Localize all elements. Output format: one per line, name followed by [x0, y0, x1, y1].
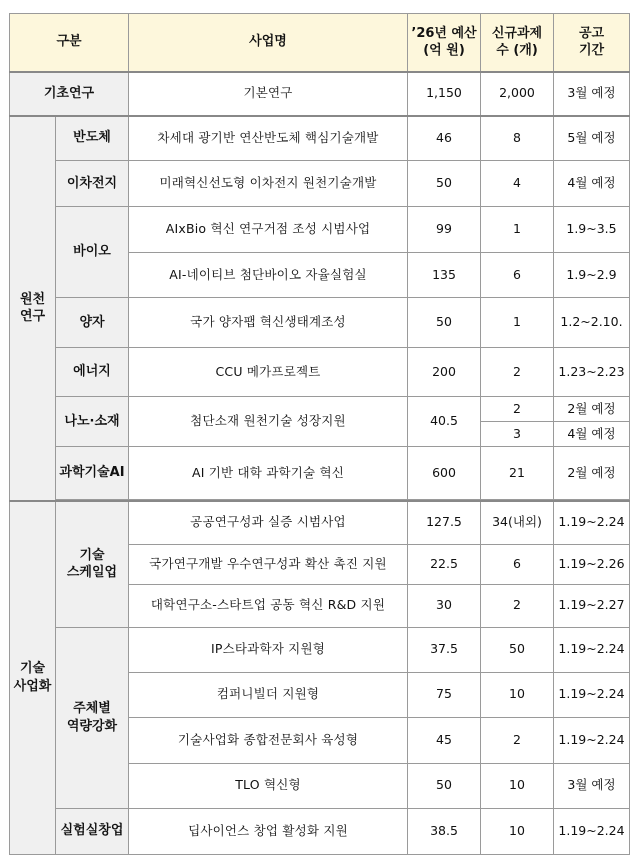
budget-cell: 46 [408, 116, 481, 161]
program-name: AI 기반 대학 과학기술 혁신 [129, 447, 408, 500]
program-name: 국가연구개발 우수연구성과 확산 촉진 지원 [129, 544, 408, 584]
header-notice-period [554, 14, 630, 72]
new-tasks-cell: 1 [481, 207, 554, 253]
program-name: AIxBio 혁신 연구거점 조성 시범사업 [129, 207, 408, 253]
program-name: 딥사이언스 창업 활성화 지원 [129, 808, 408, 854]
program-name: AI-네이티브 첨단바이오 자율실험실 [129, 253, 408, 298]
budget-cell: 40.5 [408, 397, 481, 447]
category-basic: 기초연구 [10, 72, 129, 116]
header-row [10, 14, 630, 72]
subcategory-capacity-line2: 역량강화 [66, 718, 118, 734]
subcategory-energy: 에너지 [56, 348, 129, 397]
header-notice-line1: 공고 [578, 25, 605, 41]
period-cell: 2월 예정 [554, 447, 630, 500]
budget-cell: 135 [408, 253, 481, 298]
new-tasks-cell: 1 [481, 298, 554, 348]
table-row [10, 447, 630, 500]
table-row [10, 207, 630, 253]
period-cell: 1.19~2.27 [554, 584, 630, 627]
budget-cell: 50 [408, 298, 481, 348]
table-row [10, 72, 630, 116]
table-row [10, 116, 630, 161]
budget-cell: 1,150 [408, 72, 481, 116]
budget-cell: 22.5 [408, 544, 481, 584]
new-tasks-cell: 10 [481, 672, 554, 717]
new-tasks-cell: 10 [481, 763, 554, 808]
category-commercial-line1: 기술 [19, 661, 46, 677]
header-budget [408, 14, 481, 72]
program-name: 차세대 광기반 연산반도체 핵심기술개발 [129, 116, 408, 161]
program-name: IP스타과학자 지원형 [129, 627, 408, 672]
budget-cell: 600 [408, 447, 481, 500]
category-commercial-line2: 사업화 [13, 678, 52, 694]
table-row [10, 808, 630, 854]
program-name: 기술사업화 종합전문회사 육성형 [129, 717, 408, 763]
period-cell: 1.19~2.24 [554, 627, 630, 672]
program-name: 첨단소재 원천기술 성장지원 [129, 397, 408, 447]
header-new-tasks [481, 14, 554, 72]
budget-cell: 99 [408, 207, 481, 253]
new-tasks-cell: 8 [481, 116, 554, 161]
period-cell: 1.19~2.24 [554, 808, 630, 854]
category-commercialization [10, 501, 56, 854]
subcategory-capacity [56, 627, 129, 808]
table-row [10, 348, 630, 397]
subcategory-lab-startup: 실험실창업 [56, 808, 129, 854]
program-name: TLO 혁신형 [129, 763, 408, 808]
budget-cell: 50 [408, 161, 481, 207]
subcategory-capacity-line1: 주체별 [73, 700, 111, 716]
table-row [10, 397, 630, 422]
period-cell: 1.19~2.26 [554, 544, 630, 584]
header-new-tasks-line2: 수 (개) [496, 43, 538, 59]
program-name: CCU 메가프로젝트 [129, 348, 408, 397]
new-tasks-cell: 2 [481, 584, 554, 627]
new-tasks-cell: 2 [481, 717, 554, 763]
period-cell: 1.19~2.24 [554, 672, 630, 717]
period-cell: 4월 예정 [554, 422, 630, 447]
budget-cell: 200 [408, 348, 481, 397]
subcategory-semiconductor: 반도체 [56, 116, 129, 161]
period-cell: 1.19~2.24 [554, 501, 630, 544]
header-program: 사업명 [129, 14, 408, 72]
new-tasks-cell: 2 [481, 397, 554, 422]
new-tasks-cell: 2 [481, 348, 554, 397]
program-table [9, 13, 630, 855]
new-tasks-cell: 6 [481, 544, 554, 584]
period-cell: 3월 예정 [554, 72, 630, 116]
budget-cell: 30 [408, 584, 481, 627]
new-tasks-cell: 4 [481, 161, 554, 207]
subcategory-scaleup-line1: 기술 [79, 547, 105, 563]
category-source-research [10, 116, 56, 502]
category-source-line2: 연구 [19, 309, 46, 325]
budget-cell: 75 [408, 672, 481, 717]
header-category: 구분 [10, 14, 129, 72]
new-tasks-cell: 2,000 [481, 72, 554, 116]
program-name: 국가 양자팹 혁신생태계조성 [129, 298, 408, 348]
subcategory-scaleup [56, 501, 129, 627]
period-cell: 2월 예정 [554, 397, 630, 422]
budget-cell: 37.5 [408, 627, 481, 672]
new-tasks-cell: 50 [481, 627, 554, 672]
subcategory-battery: 이차전지 [56, 161, 129, 207]
table-row [10, 627, 630, 672]
period-cell: 3월 예정 [554, 763, 630, 808]
header-budget-line2: (억 원) [423, 43, 465, 59]
program-name: 대학연구소-스타트업 공동 혁신 R&D 지원 [129, 584, 408, 627]
subcategory-nano-material: 나노·소재 [56, 397, 129, 447]
budget-cell: 50 [408, 763, 481, 808]
header-budget-line1: ’26년 예산 [411, 25, 477, 41]
table-row [10, 161, 630, 207]
header-notice-line2: 기간 [578, 43, 605, 59]
table-row [10, 501, 630, 544]
period-cell: 1.2~2.10. [554, 298, 630, 348]
budget-cell: 127.5 [408, 501, 481, 544]
budget-cell: 45 [408, 717, 481, 763]
program-name: 공공연구성과 실증 시범사업 [129, 501, 408, 544]
period-cell: 1.9~2.9 [554, 253, 630, 298]
table-row [10, 298, 630, 348]
new-tasks-cell: 3 [481, 422, 554, 447]
program-name: 미래혁신선도형 이차전지 원천기술개발 [129, 161, 408, 207]
subcategory-quantum: 양자 [56, 298, 129, 348]
period-cell: 5월 예정 [554, 116, 630, 161]
period-cell: 1.9~3.5 [554, 207, 630, 253]
header-new-tasks-line1: 신규과제 [491, 25, 543, 41]
program-name: 컴퍼니빌더 지원형 [129, 672, 408, 717]
new-tasks-cell: 21 [481, 447, 554, 500]
period-cell: 1.19~2.24 [554, 717, 630, 763]
category-source-line1: 원천 [19, 291, 46, 307]
new-tasks-cell: 10 [481, 808, 554, 854]
budget-cell: 38.5 [408, 808, 481, 854]
period-cell: 4월 예정 [554, 161, 630, 207]
subcategory-scaleup-line2: 스케일업 [66, 565, 118, 581]
period-cell: 1.23~2.23 [554, 348, 630, 397]
subcategory-bio: 바이오 [56, 207, 129, 298]
subcategory-science-ai: 과학기술AI [56, 447, 129, 500]
program-name: 기본연구 [129, 72, 408, 116]
new-tasks-cell: 6 [481, 253, 554, 298]
new-tasks-cell: 34(내외) [481, 501, 554, 544]
